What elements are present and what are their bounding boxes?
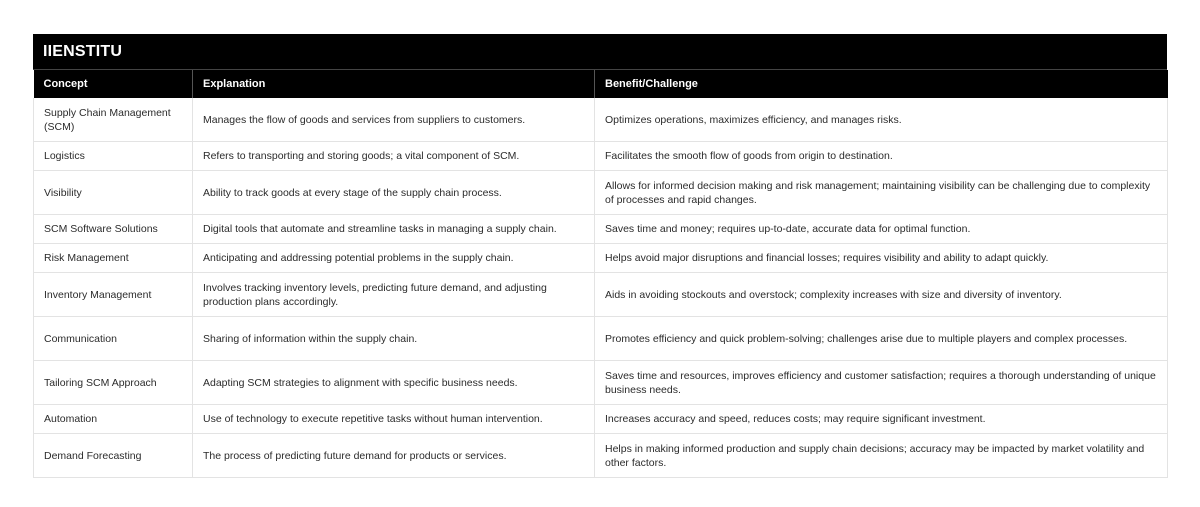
cell-benefit-challenge: Facilitates the smooth flow of goods from origin to destination. bbox=[595, 142, 1168, 171]
table-row bbox=[34, 171, 1168, 215]
cell-concept: Tailoring SCM Approach bbox=[34, 361, 193, 405]
cell-explanation: Use of technology to execute repetitive tasks without human intervention. bbox=[193, 405, 595, 434]
cell-explanation: Manages the flow of goods and services from suppliers to customers. bbox=[193, 98, 595, 142]
cell-explanation: Digital tools that automate and streamline tasks in managing a supply chain. bbox=[193, 215, 595, 244]
cell-concept: Communication bbox=[34, 317, 193, 361]
header-concept: Concept bbox=[34, 70, 193, 98]
brand-title: IIENSTITU bbox=[33, 34, 1167, 70]
cell-concept: Risk Management bbox=[34, 244, 193, 273]
table-row bbox=[34, 142, 1168, 171]
concept-table-container bbox=[33, 34, 1167, 478]
cell-concept: Visibility bbox=[34, 171, 193, 215]
cell-benefit-challenge: Allows for informed decision making and risk management; maintaining visibility can be challenging due to complexity of processes and rapid changes. bbox=[595, 171, 1168, 215]
concept-table bbox=[33, 70, 1168, 478]
cell-explanation: Refers to transporting and storing goods; a vital component of SCM. bbox=[193, 142, 595, 171]
table-row bbox=[34, 405, 1168, 434]
cell-explanation: Involves tracking inventory levels, predicting future demand, and adjusting production plans accordingly. bbox=[193, 273, 595, 317]
cell-benefit-challenge: Saves time and resources, improves efficiency and customer satisfaction; requires a thorough understanding of unique business needs. bbox=[595, 361, 1168, 405]
cell-concept: SCM Software Solutions bbox=[34, 215, 193, 244]
table-row bbox=[34, 317, 1168, 361]
cell-benefit-challenge: Helps avoid major disruptions and financial losses; requires visibility and ability to adapt quickly. bbox=[595, 244, 1168, 273]
cell-explanation: Ability to track goods at every stage of the supply chain process. bbox=[193, 171, 595, 215]
header-explanation: Explanation bbox=[193, 70, 595, 98]
cell-explanation: Adapting SCM strategies to alignment with specific business needs. bbox=[193, 361, 595, 405]
table-row bbox=[34, 98, 1168, 142]
header-benefit-challenge: Benefit/Challenge bbox=[595, 70, 1168, 98]
table-row bbox=[34, 244, 1168, 273]
cell-benefit-challenge: Helps in making informed production and supply chain decisions; accuracy may be impacted by market volatility and other factors. bbox=[595, 434, 1168, 478]
cell-concept: Inventory Management bbox=[34, 273, 193, 317]
cell-benefit-challenge: Increases accuracy and speed, reduces costs; may require significant investment. bbox=[595, 405, 1168, 434]
cell-benefit-challenge: Saves time and money; requires up-to-date, accurate data for optimal function. bbox=[595, 215, 1168, 244]
cell-concept: Automation bbox=[34, 405, 193, 434]
table-row bbox=[34, 361, 1168, 405]
cell-explanation: The process of predicting future demand for products or services. bbox=[193, 434, 595, 478]
cell-benefit-challenge: Optimizes operations, maximizes efficiency, and manages risks. bbox=[595, 98, 1168, 142]
cell-concept: Supply Chain Management (SCM) bbox=[34, 98, 193, 142]
table-row bbox=[34, 434, 1168, 478]
cell-benefit-challenge: Aids in avoiding stockouts and overstock; complexity increases with size and diversity of inventory. bbox=[595, 273, 1168, 317]
table-row bbox=[34, 273, 1168, 317]
cell-concept: Logistics bbox=[34, 142, 193, 171]
cell-concept: Demand Forecasting bbox=[34, 434, 193, 478]
cell-explanation: Sharing of information within the supply chain. bbox=[193, 317, 595, 361]
table-header-row bbox=[34, 70, 1168, 98]
table-row bbox=[34, 215, 1168, 244]
cell-benefit-challenge: Promotes efficiency and quick problem-solving; challenges arise due to multiple players and complex processes. bbox=[595, 317, 1168, 361]
cell-explanation: Anticipating and addressing potential problems in the supply chain. bbox=[193, 244, 595, 273]
